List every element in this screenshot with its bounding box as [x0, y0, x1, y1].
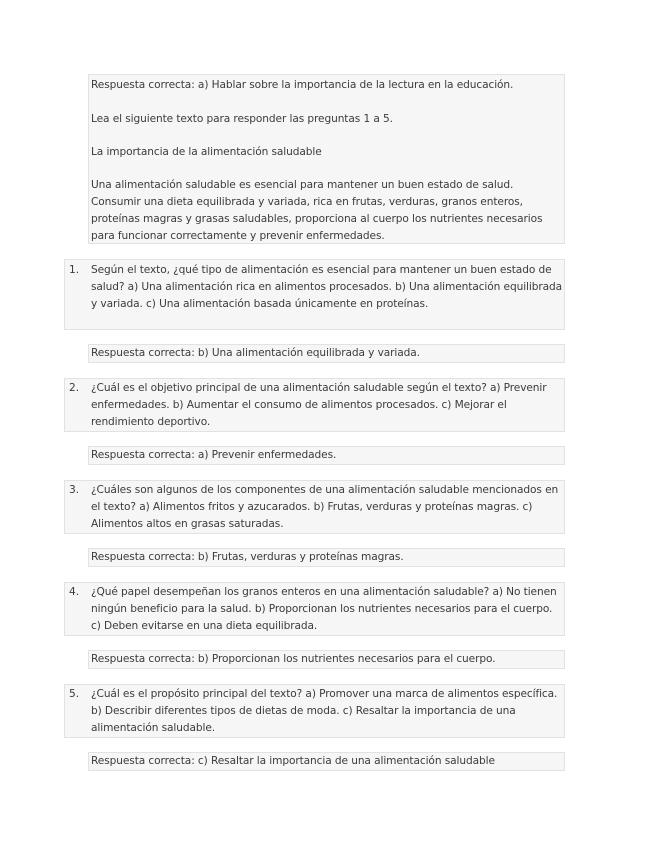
answer-text-3: Respuesta correcta: b) Frutas, verduras y proteínas magras. — [91, 551, 404, 563]
question-number-4: 4. — [69, 586, 80, 598]
question-number-5: 5. — [69, 688, 80, 700]
question-text-4: ¿Qué papel desempeñan los granos enteros en una alimentación saludable? a) No tienen ningún beneficio para la salud. b) Proporcionan los nutrientes necesarios para el cuerpo. c) Deben evitarse en una dieta equilibrada. — [91, 586, 557, 632]
reading-instruction: Lea el siguiente texto para responder las preguntas 1 a 5. — [91, 113, 393, 125]
question-text-1: Según el texto, ¿qué tipo de alimentación es esencial para mantener un buen estado de salud? a) Una alimentación rica en alimentos procesados. b) Una alimentación equilibrada y variada. c) Una alimentación basada únicamente en proteínas. — [91, 264, 563, 310]
question-text-3: ¿Cuáles son algunos de los componentes de una alimentación saludable mencionados en el texto? a) Alimentos fritos y azucarados. b) Frutas, verduras y proteínas magras. c) Alimentos altos en grasas saturadas. — [91, 484, 559, 530]
text-title: La importancia de la alimentación saludable — [91, 146, 322, 158]
question-number-1: 1. — [69, 264, 80, 276]
text-paragraph: Una alimentación saludable es esencial para mantener un buen estado de salud. Consumir una dieta equilibrada y variada, rica en frutas, verduras, granos enteros, proteínas magras y grasas saludables, proporciona al cuerpo los nutrientes necesarios para funcionar correctamente y prevenir enfermedades. — [91, 179, 543, 242]
answer-text-5: Respuesta correcta: c) Resaltar la importancia de una alimentación saludable — [91, 755, 495, 767]
question-text-2: ¿Cuál es el objetivo principal de una alimentación saludable según el texto? a) Prevenir enfermedades. b) Aumentar el consumo de alimentos procesados. c) Mejorar el rendimiento deportivo. — [91, 382, 547, 428]
answer-text-2: Respuesta correcta: a) Prevenir enfermedades. — [91, 449, 337, 461]
answer-text-1: Respuesta correcta: b) Una alimentación equilibrada y variada. — [91, 347, 420, 359]
question-number-2: 2. — [69, 382, 80, 394]
intro-answer: Respuesta correcta: a) Hablar sobre la importancia de la lectura en la educación. — [91, 79, 514, 91]
answer-text-4: Respuesta correcta: b) Proporcionan los nutrientes necesarios para el cuerpo. — [91, 653, 496, 665]
question-text-5: ¿Cuál es el propósito principal del texto? a) Promover una marca de alimentos específica. b) Describir diferentes tipos de dietas de moda. c) Resaltar la importancia de una alimentación saludable. — [91, 688, 558, 734]
question-number-3: 3. — [69, 484, 80, 496]
